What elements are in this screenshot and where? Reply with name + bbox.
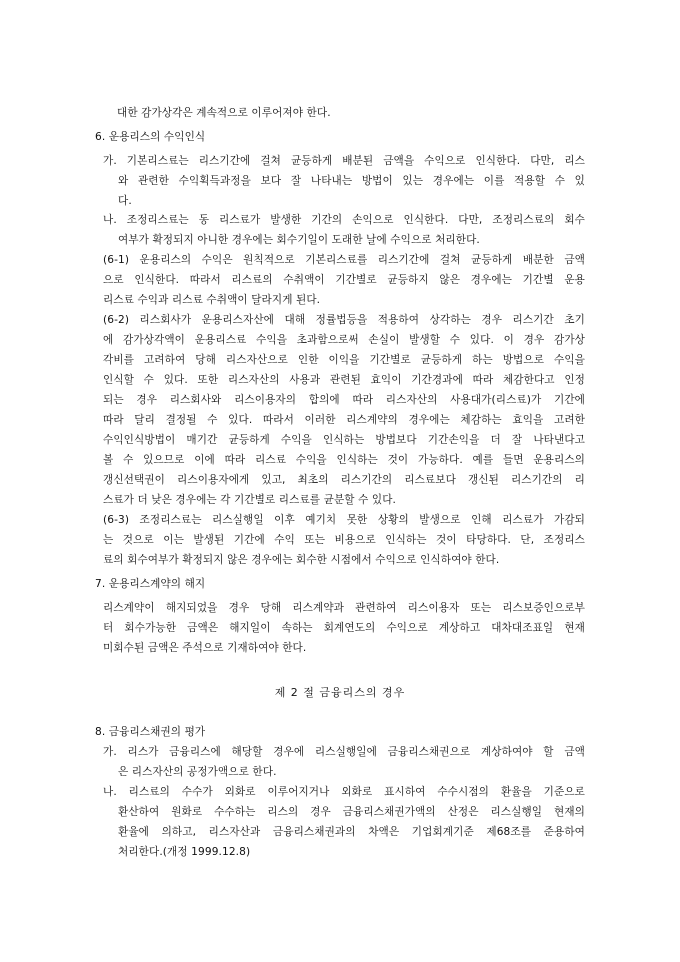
text-line: 따라 달리 결정될 수 있다. 따라서 이러한 리스계약의 경우에는 체감하는 효익을 고려한: [103, 414, 585, 426]
text-line: 환산하여 원화로 수수하는 리스의 경우 금융리스채권가액의 산정은 리스실행일 현재의: [118, 806, 585, 818]
text-line: (6-3) 조정리스료는 리스실행일 이후 예기치 못한 상황의 발생으로 인해 리스료가 가감되: [103, 514, 585, 526]
text-line: 각비를 고려하여 당해 리스자산으로 인한 이익을 기간별로 균등하게 하는 방법으로 수익을: [103, 354, 585, 366]
text-line: 갱신선택권이 리스이용자에게 있고, 최초의 리스기간의 리스료보다 갱신된 리스기간의 리: [103, 474, 585, 486]
section-title: 제 2 절 금융리스의 경우: [274, 686, 406, 699]
text-line: 리스계약이 해지되었을 경우 당해 리스계약과 관련하여 리스이용자 또는 리스보증인으로부: [103, 602, 585, 614]
text-line: 스료가 더 낮은 경우에는 각 기간별로 리스료를 균분할 수 있다.: [103, 494, 397, 506]
text-line: 인식할 수 있다. 또한 리스자산의 사용과 관련된 효익이 기간경과에 따라 체감한다고 인정: [103, 374, 585, 386]
text-line: 리스료 수익과 리스료 수취액이 달라지게 된다.: [103, 294, 321, 306]
text-line: 되는 경우 리스회사와 리스이용자의 합의에 따라 리스자산의 사용대가(리스료)가 기간에: [103, 394, 585, 406]
text-line: 수익인식방법이 매기간 균등하게 수익을 인식하는 방법보다 기간손익을 더 잘 나타낸다고: [103, 434, 585, 446]
text-line: 환율에 의하고, 리스자산과 금융리스채권과의 차액은 기업회계기준 제68조를 준용하여: [118, 826, 585, 838]
text-line: 에 감가상각액이 운용리스료 수익을 초과함으로써 손실이 발생할 수 있다. 이 경우 감가상: [103, 334, 585, 346]
text-line: 대한 감가상각은 계속적으로 이루어져야 한다.: [117, 107, 331, 119]
text-line: 처리한다.(개정 1999.12.8): [118, 846, 251, 858]
text-line: 가. 기본리스료는 리스기간에 걸쳐 균등하게 배분된 금액을 수익으로 인식한다. 다만, 리스: [103, 155, 585, 167]
text-line: 가. 리스가 금융리스에 해당할 경우에 리스실행일에 금융리스채권으로 계상하여야 할 금액: [103, 746, 585, 758]
item-heading-6: 6. 운용리스의 수익인식: [95, 131, 206, 143]
text-line: (6-2) 리스회사가 운용리스자산에 대해 정률법등을 적용하여 상각하는 경우 리스기간 초기: [103, 314, 585, 326]
text-line: (6-1) 운용리스의 수익은 원칙적으로 기본리스료를 리스기간에 걸쳐 균등하게 배분한 금액: [103, 254, 585, 266]
text-line: 와 관련한 수익획득과정을 보다 잘 나타내는 방법이 있는 경우에는 이를 적용할 수 있: [118, 175, 585, 187]
text-line: 미회수된 금액은 주석으로 기재하여야 한다.: [103, 642, 307, 654]
item-heading-8: 8. 금융리스채권의 평가: [95, 726, 206, 738]
item-heading-7: 7. 운용리스계약의 해지: [95, 578, 206, 590]
text-line: 료의 회수여부가 확정되지 않은 경우에는 회수한 시점에서 수익으로 인식하여야 한다.: [103, 554, 500, 566]
text-line: 으로 인식한다. 따라서 리스료의 수취액이 기간별로 균등하지 않은 경우에는 기간별 운용: [103, 274, 585, 286]
text-line: 는 것으로 이는 발생된 기간에 수익 또는 비용으로 인식하는 것이 타당하다. 단, 조정리스: [103, 534, 585, 546]
text-line: 나. 리스료의 수수가 외화로 이루어지거나 외화로 표시하여 수수시점의 환율을 기준으로: [103, 786, 585, 798]
text-line: 볼 수 있으므로 이에 따라 리스료 수익을 인식하는 것이 가능하다. 예를 들면 운용리스의: [103, 454, 585, 466]
text-line: 다.: [118, 195, 132, 207]
text-line: 터 회수가능한 금액은 해지일이 속하는 회계연도의 수익으로 계상하고 대차대조표일 현재: [103, 622, 585, 634]
text-line: 은 리스자산의 공정가액으로 한다.: [118, 766, 277, 778]
text-line: 여부가 확정되지 아니한 경우에는 회수기일이 도래한 날에 수익으로 처리한다.: [118, 234, 480, 246]
text-line: 나. 조정리스료는 동 리스료가 발생한 기간의 손익으로 인식한다. 다만, 조정리스료의 회수: [103, 214, 585, 226]
